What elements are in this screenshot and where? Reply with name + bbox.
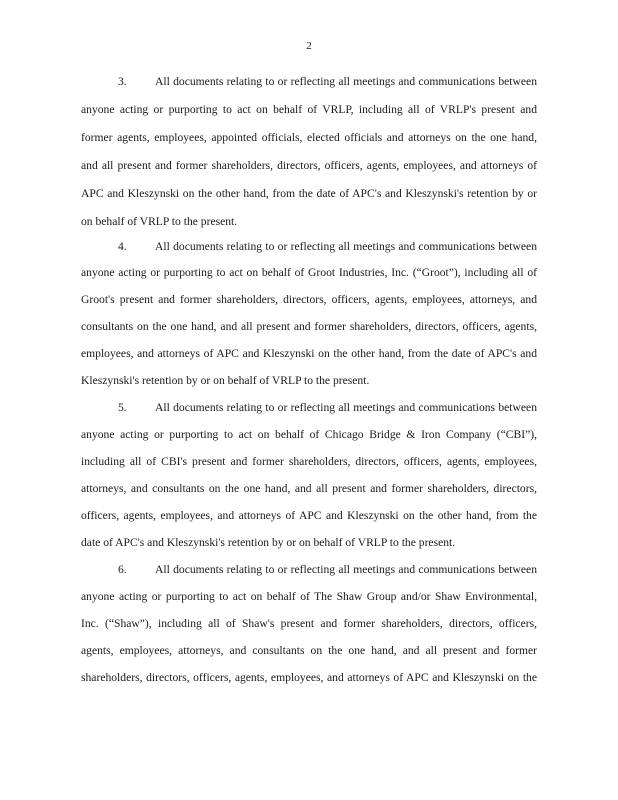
text-line: Groot's present and former shareholders, directors, officers, agents, employees, attorneys, and bbox=[81, 293, 537, 306]
text-line: including all of CBI's present and former shareholders, directors, officers, agents, employees, bbox=[81, 455, 537, 468]
text-line: shareholders, directors, officers, agents, employees, and attorneys of APC and Kleszynski on the bbox=[81, 671, 537, 684]
text-line: agents, employees, attorneys, and consultants on the one hand, and all present and former bbox=[81, 644, 537, 657]
text-line: officers, agents, employees, and attorneys of APC and Kleszynski on the other hand, from the bbox=[81, 509, 537, 522]
text-line: anyone acting or purporting to act on behalf of The Shaw Group and/or Shaw Environmental, bbox=[81, 590, 537, 603]
paragraph-number: 3. bbox=[118, 75, 127, 88]
text-line: former agents, employees, appointed officials, elected officials and attorneys on the one hand, bbox=[81, 131, 537, 144]
text-line: All documents relating to or reflecting all meetings and communications between bbox=[155, 401, 537, 414]
text-line: attorneys, and consultants on the one hand, and all present and former shareholders, directors, bbox=[81, 482, 537, 495]
text-line: anyone acting or purporting to act on behalf of Groot Industries, Inc. (“Groot”), including all of bbox=[81, 266, 537, 279]
text-line: and all present and former shareholders, directors, officers, agents, employees, and attorneys of bbox=[81, 159, 537, 172]
text-line: on behalf of VRLP to the present. bbox=[81, 215, 238, 228]
text-line: APC and Kleszynski on the other hand, from the date of APC's and Kleszynski's retention by or bbox=[81, 187, 537, 200]
paragraph-number: 5. bbox=[118, 401, 127, 414]
text-line: Kleszynski's retention by or on behalf of VRLP to the present. bbox=[81, 374, 370, 387]
text-line: All documents relating to or reflecting all meetings and communications between bbox=[155, 240, 537, 253]
text-line: anyone acting or purporting to act on behalf of VRLP, including all of VRLP's present and bbox=[81, 103, 537, 116]
paragraph-number: 4. bbox=[118, 240, 127, 253]
text-line: All documents relating to or reflecting all meetings and communications between bbox=[155, 75, 537, 88]
text-line: anyone acting or purporting to act on behalf of Chicago Bridge & Iron Company (“CBI”), bbox=[81, 428, 537, 441]
text-line: employees, and attorneys of APC and Kleszynski on the other hand, from the date of APC's and bbox=[81, 347, 537, 360]
page-number: 2 bbox=[306, 40, 312, 52]
text-line: consultants on the one hand, and all present and former shareholders, directors, officers, agents, bbox=[81, 320, 537, 333]
text-line: date of APC's and Kleszynski's retention by or on behalf of VRLP to the present. bbox=[81, 536, 456, 549]
text-line: Inc. (“Shaw”), including all of Shaw's present and former shareholders, directors, officers, bbox=[81, 617, 537, 630]
text-line: All documents relating to or reflecting all meetings and communications between bbox=[155, 563, 537, 576]
paragraph-number: 6. bbox=[118, 563, 127, 576]
